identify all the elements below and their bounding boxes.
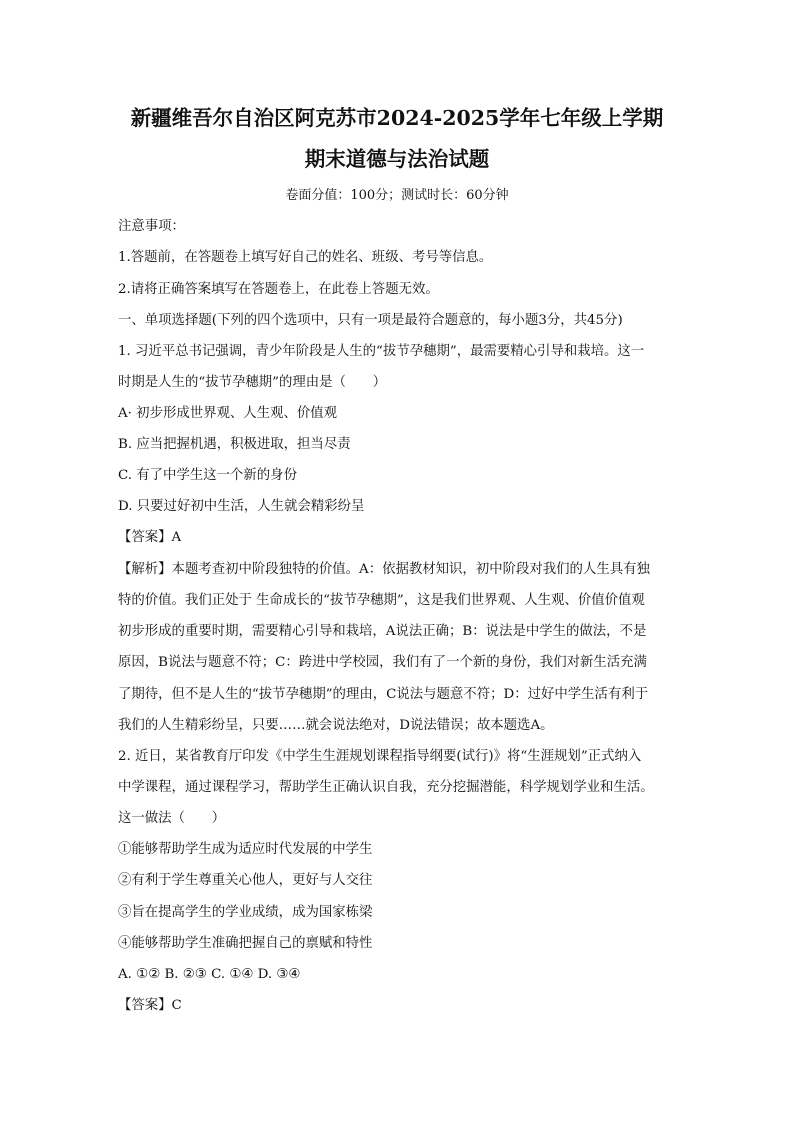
q1-option-c: C. 有了中学生这一个新的身份: [118, 468, 297, 483]
document-title-line1: 新疆维吾尔自治区阿克苏市2024-2025学年七年级上学期: [130, 106, 664, 130]
q2-item-3: ③旨在提高学生的学业成绩，成为国家栋梁: [118, 905, 373, 920]
q1-stem-line2: 时期是人生的“拔节孕穗期”的理由是（ ）: [118, 375, 387, 390]
exam-info: 卷面分值：100分；测试时长：60分钟: [285, 188, 509, 203]
q1-analysis-line1: 【解析】本题考查初中阶段独特的价值。A：依据教材知识，初中阶段对我们的人生具有独: [118, 562, 650, 577]
q1-option-a: A· 初步形成世界观、人生观、价值观: [118, 406, 338, 421]
q2-item-2: ②有利于学生尊重关心他人，更好与人交往: [118, 873, 373, 888]
q1-answer: 【答案】A: [118, 530, 182, 545]
q1-stem-line1: 1. 习近平总书记强调，青少年阶段是人生的“拔节孕穗期”，最需要精心引导和栽培。这一: [118, 344, 645, 359]
q1-option-d: D. 只要过好初中生活，人生就会精彩纷呈: [118, 499, 365, 514]
notes-heading: 注意事项：: [118, 219, 185, 234]
notes-item-1: 1.答题前，在答题卷上填写好自己的姓名、班级、考号等信息。: [118, 250, 493, 265]
q2-answer: 【答案】C: [118, 998, 182, 1013]
document-title-line2: 期末道德与法治试题: [304, 147, 490, 171]
section-heading: 一、单项选择题(下列的四个选项中，只有一项是最符合题意的，每小题3分，共45分): [118, 313, 623, 328]
q2-stem-line1: 2. 近日，某省教育厅印发《中学生生涯规划课程指导纲要(试行)》将“生涯规划”正式纳入: [118, 749, 642, 764]
q1-analysis-line4: 原因，B说法与题意不符；C：跨进中学校园，我们有了一个新的身份，我们对新生活充满: [118, 655, 647, 670]
q1-analysis-line6: 我们的人生精彩纷呈，只要……就会说法绝对，D说法错误；故本题选A。: [118, 718, 554, 733]
q2-stem-line3: 这一做法（ ）: [118, 811, 226, 826]
q1-option-b: B. 应当把握机遇，积极进取，担当尽责: [118, 437, 351, 452]
q1-analysis-line5: 了期待，但不是人生的“拔节孕穗期”的理由，C说法与题意不符；D：过好中学生活有利于: [118, 687, 649, 702]
q2-options: A. ①② B. ②③ C. ①④ D. ③④: [118, 967, 301, 982]
q1-analysis-line2: 特的价值。我们正处于 生命成长的“拔节孕穗期”，这是我们世界观、人生观、价值价值观: [118, 593, 645, 608]
q2-item-1: ①能够帮助学生成为适应时代发展的中学生: [118, 842, 373, 857]
q2-stem-line2: 中学课程，通过课程学习，帮助学生正确认识自我，充分挖掘潜能，科学规划学业和生活。: [118, 780, 654, 795]
q2-item-4: ④能够帮助学生准确把握自己的禀赋和特性: [118, 936, 373, 951]
q1-analysis-line3: 初步形成的重要时期，需要精心引导和栽培，A说法正确；B：说法是中学生的做法，不是: [118, 624, 647, 639]
notes-item-2: 2.请将正确答案填写在答题卷上，在此卷上答题无效。: [118, 282, 439, 297]
